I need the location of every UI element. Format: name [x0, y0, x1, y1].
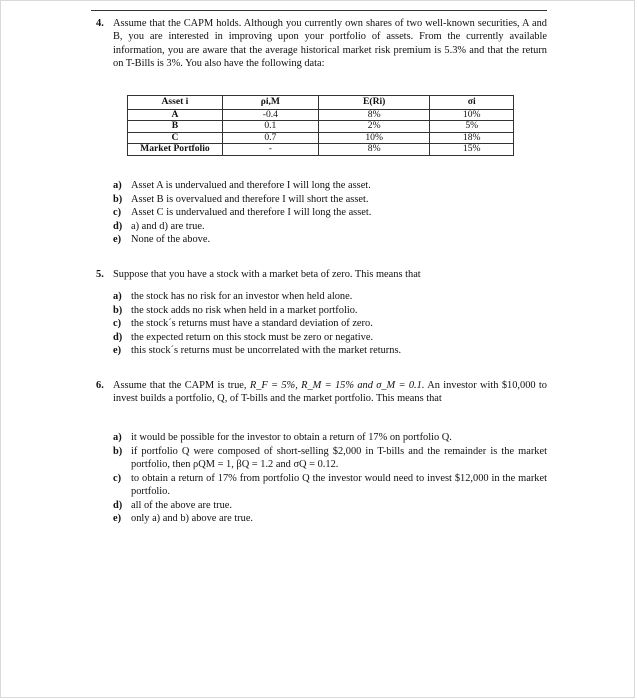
table-row [128, 144, 514, 155]
cell-expected-return: 8% [318, 110, 430, 121]
option-c[interactable]: c) to obtain a return of 17% from portfolio Q the investor would need to invest $12,000 in the market portfolio. [113, 472, 547, 497]
question-number: 5. [96, 269, 104, 280]
cell-correlation: 0.1 [222, 121, 318, 132]
question-6 [96, 379, 547, 406]
cell-correlation: -0.4 [222, 110, 318, 121]
cell-correlation: - [222, 144, 318, 155]
question-text-line2: $10,000 to invest builds a portfolio, Q, of T-bills and the market portfolio. This means that [113, 380, 547, 405]
option-e[interactable]: e) only a) and b) above are true. [113, 513, 254, 524]
question-4 [96, 17, 547, 71]
option-a[interactable]: a) the stock has no risk for an investor when held alone. [113, 291, 353, 302]
top-rule [91, 10, 547, 11]
table-row [128, 132, 514, 143]
question-intro: Assume that the CAPM is true, [113, 380, 247, 391]
question-number: 6. [96, 380, 104, 391]
table-row [128, 121, 514, 132]
cell-asset: A [128, 110, 223, 121]
question-text: Suppose that you have a stock with a market beta of zero. This means that [113, 269, 421, 280]
table-header-row [128, 96, 514, 110]
cell-std-dev: 15% [430, 144, 514, 155]
cell-correlation: 0.7 [222, 132, 318, 143]
option-e[interactable]: e) this stock´s returns must be uncorrelated with the market returns. [113, 345, 402, 356]
cell-expected-return: 2% [318, 121, 430, 132]
option-d[interactable]: d) a) and d) are true. [113, 220, 205, 232]
question-6-options [113, 431, 547, 526]
table-row [128, 110, 514, 121]
cell-expected-return: 10% [318, 132, 430, 143]
option-c[interactable]: c) Asset C is undervalued and therefore I will long the asset. [113, 207, 372, 218]
cell-asset: C [128, 132, 223, 143]
capm-equation: R_F = 5%, R_M = 15% and σ_M = 0.1. [249, 380, 425, 391]
option-a[interactable]: a) Asset A is undervalued and therefore I will long the asset. [113, 180, 371, 191]
option-c[interactable]: c) the stock´s returns must have a standard deviation of zero. [113, 318, 373, 329]
option-d[interactable]: d) all of the above are true. [113, 499, 232, 511]
question-number: 4. [96, 18, 104, 29]
cell-expected-return: 8% [318, 144, 430, 155]
question-5 [96, 268, 547, 281]
question-text: Assume that the CAPM holds. Although you currently own shares of two well-known securities, A and B, you are interested in improving upon your portfolio of assets. From the currently available information, you are aware that the average historical market risk premium is 5.3% and that the return on T-Bills is 3%. You also have the following data: [113, 18, 547, 70]
option-d[interactable]: d) the expected return on this stock must be zero or negative. [113, 331, 374, 343]
cell-std-dev: 18% [430, 132, 514, 143]
cell-asset: Market Portfolio [128, 144, 223, 155]
header-expected-return: E(Ri) [318, 96, 430, 110]
question-5-options [113, 290, 543, 358]
option-a[interactable]: a) it would be possible for the investor to obtain a return of 17% on portfolio Q. [113, 432, 452, 443]
option-b[interactable]: b) if portfolio Q were composed of short-selling $2,000 in T-bills and the remainder is the market portfolio, then ρQM = 1, βQ = 1.2 and σQ = 0.12. [113, 445, 547, 470]
header-std-dev: σi [430, 96, 514, 110]
option-e[interactable]: e) None of the above. [113, 234, 211, 245]
header-asset: Asset i [128, 96, 223, 110]
cell-std-dev: 5% [430, 121, 514, 132]
question-text-end: An investor with [427, 380, 499, 391]
question-4-options [113, 179, 543, 247]
option-b[interactable]: b) Asset B is overvalued and therefore I will short the asset. [113, 193, 369, 205]
option-b[interactable]: b) the stock adds no risk when held in a market portfolio. [113, 304, 358, 316]
asset-data-table [127, 95, 514, 156]
header-correlation: ρi,M [222, 96, 318, 110]
cell-asset: B [128, 121, 223, 132]
cell-std-dev: 10% [430, 110, 514, 121]
